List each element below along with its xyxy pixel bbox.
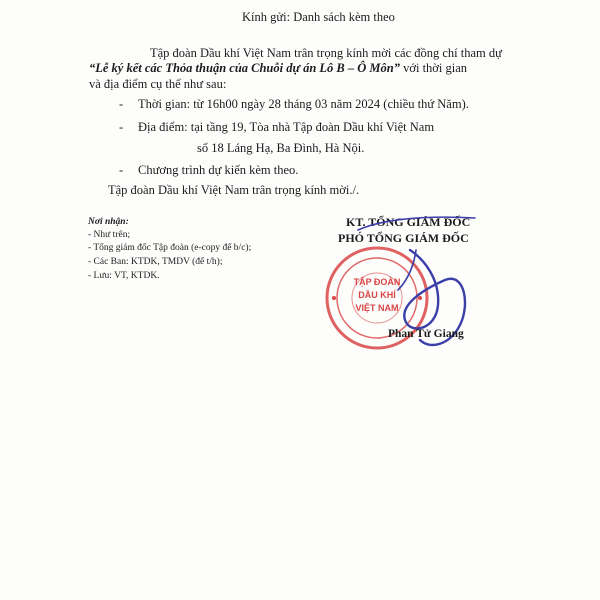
- closing-line: Tập đoàn Dầu khí Việt Nam trân trọng kính mời./.: [108, 183, 360, 197]
- bullet-marker: -: [119, 163, 124, 177]
- event-title: “Lễ ký kết các Thỏa thuận của Chuỗi dự án Lô B – Ô Môn”: [89, 61, 400, 75]
- signer-title-2: PHÓ TỔNG GIÁM ĐỐC: [338, 231, 469, 245]
- salutation: Kính gửi: Danh sách kèm theo: [242, 10, 395, 24]
- program-item: Chương trình dự kiến kèm theo.: [138, 163, 299, 177]
- recipients-heading: Nơi nhận:: [88, 217, 129, 227]
- seal-text-2: DẦU KHÍ: [358, 290, 396, 300]
- bullet-marker: -: [119, 120, 124, 134]
- intro-line-2-tail: với thời gian: [400, 61, 468, 75]
- recipient-line: - Tổng giám đốc Tập đoàn (e-copy để b/c);: [88, 243, 252, 253]
- time-item: Thời gian: từ 16h00 ngày 28 tháng 03 năm 2024 (chiều thứ Năm).: [138, 97, 469, 111]
- signer-name: Phan Tử Giang: [388, 328, 464, 340]
- recipient-line: - Các Ban: KTDK, TMDV (để t/h);: [88, 257, 223, 267]
- seal-text-1: TẬP ĐOÀN: [353, 277, 401, 287]
- location-item: Địa điểm: tại tầng 19, Tòa nhà Tập đoàn Dầu khí Việt Nam: [138, 120, 435, 134]
- signer-title-1: KT. TỔNG GIÁM ĐỐC: [346, 215, 471, 229]
- intro-line: Tập đoàn Dầu khí Việt Nam trân trọng kính mời các đồng chí tham dự: [150, 46, 502, 60]
- bullet-marker: -: [119, 97, 124, 111]
- intro-line-2: [89, 60, 467, 76]
- recipient-line: - Lưu: VT, KTDK.: [88, 271, 160, 281]
- seal-text-3: VIỆT NAM: [355, 303, 399, 313]
- intro-line-3: và địa điểm cụ thể như sau:: [89, 77, 227, 91]
- recipient-line: - Như trên;: [88, 230, 131, 240]
- location-item-cont: số 18 Láng Hạ, Ba Đình, Hà Nội.: [197, 141, 365, 155]
